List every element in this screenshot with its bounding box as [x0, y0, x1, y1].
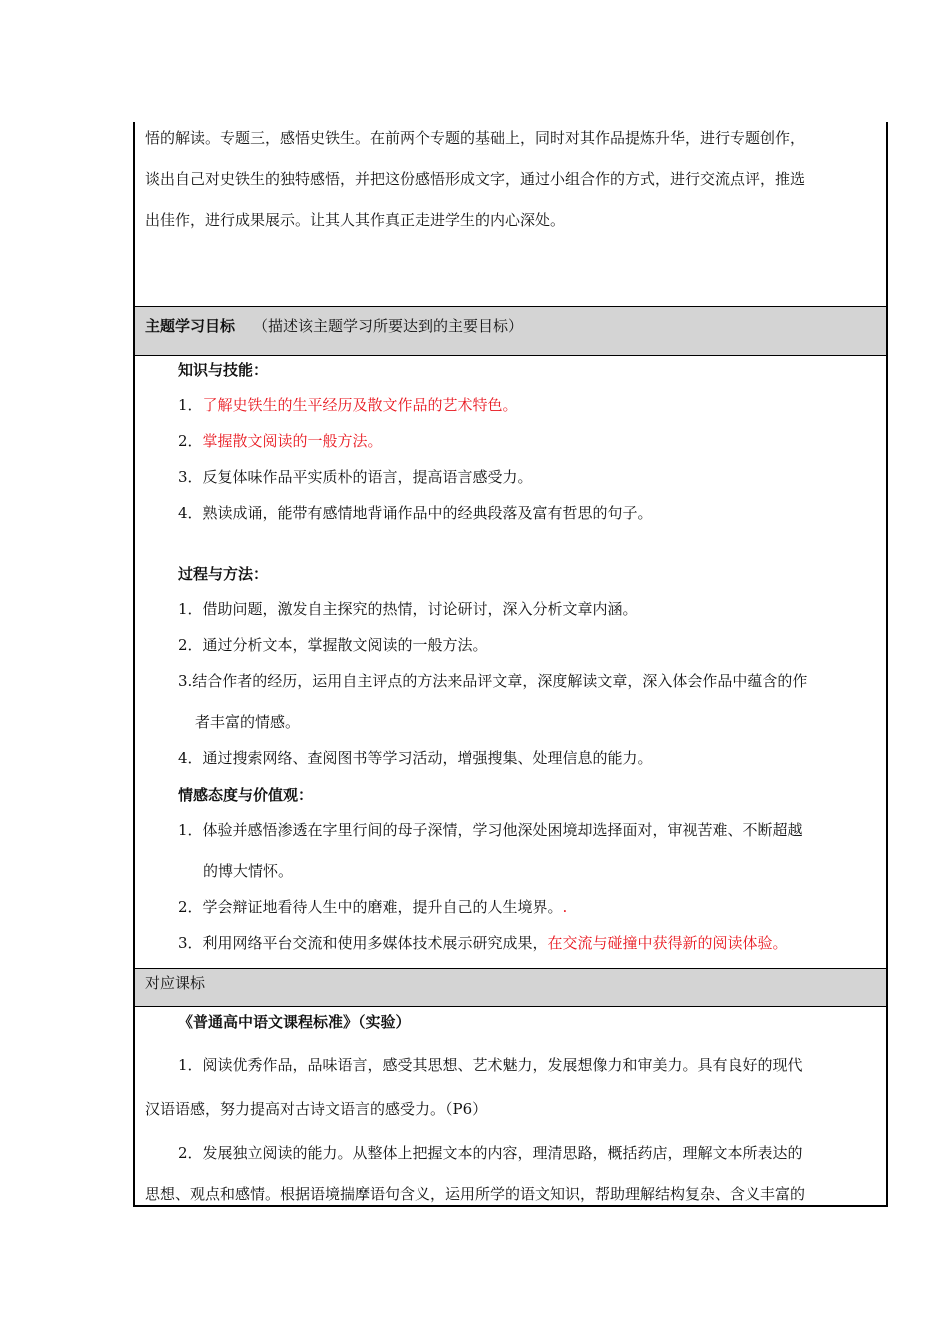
attitude-item-1-cont: 的博大情怀。 — [203, 862, 294, 880]
attitude-item-3-text: 3．利用网络平台交流和使用多媒体技术展示研究成果， — [178, 934, 548, 952]
knowledge-item-2-num: 2． — [178, 432, 203, 450]
attitude-item-2-dot: . — [562, 898, 568, 916]
standards-book-title: 《普通高中语文课程标准》（实验） — [178, 1013, 411, 1031]
knowledge-item-1 — [178, 395, 518, 415]
process-item-2: 2．通过分析文本，掌握散文阅读的一般方法。 — [178, 636, 488, 654]
goals-description: （描述该主题学习所要达到的主要目标） — [253, 317, 524, 335]
intro-line-1: 悟的解读。专题三，感悟史铁生。在前两个专题的基础上，同时对其作品提炼升华，进行专题创作， — [145, 129, 806, 147]
standards-header-text: 对应课标 — [145, 974, 206, 992]
process-item-1: 1．借助问题，激发自主探究的热情，讨论研讨，深入分析文章内涵。 — [178, 600, 638, 618]
knowledge-item-4-num: 4． — [178, 504, 203, 522]
knowledge-item-1-num: 1． — [178, 396, 203, 414]
lesson-table — [133, 122, 888, 1207]
goals-header-text — [145, 316, 523, 336]
attitude-item-3 — [178, 933, 788, 953]
knowledge-item-2 — [178, 431, 383, 451]
attitude-item-1: 1．体验并感悟渗透在字里行间的母子深情，学习他深处困境却选择面对，审视苦难、不断超越 — [178, 821, 803, 839]
attitude-item-2 — [178, 897, 567, 917]
intro-line-2: 谈出自己对史铁生的独特感悟，并把这份感悟形成文字，通过小组合作的方式，进行交流点评，推选 — [145, 170, 806, 188]
standards-p1-line-2: 汉语语感，努力提高对古诗文语言的感受力。（P6） — [145, 1100, 488, 1118]
knowledge-item-1-text: 了解史铁生的生平经历及散文作品的艺术特色。 — [202, 396, 518, 414]
goals-header-row — [135, 306, 886, 356]
knowledge-item-4-text: 熟读成诵，能带有感情地背诵作品中的经典段落及富有哲思的句子。 — [202, 504, 653, 522]
process-heading: 过程与方法： — [178, 565, 269, 583]
process-item-3-cont: 者丰富的情感。 — [195, 713, 301, 731]
knowledge-item-3-text: 反复体味作品平实质朴的语言，提高语言感受力。 — [202, 468, 533, 486]
standards-header-row — [135, 968, 886, 1007]
knowledge-item-3 — [178, 467, 533, 487]
attitude-item-2-text: 2．学会辩证地看待人生中的磨难，提升自己的人生境界。 — [178, 898, 563, 916]
process-item-4: 4．通过搜索网络、查阅图书等学习活动，增强搜集、处理信息的能力。 — [178, 749, 653, 767]
standards-p1-line-1: 1．阅读优秀作品，品味语言，感受其思想、艺术魅力，发展想像力和审美力。具有良好的现代 — [178, 1056, 803, 1074]
attitude-item-3-highlight: 在交流与碰撞中获得新的阅读体验。 — [547, 934, 788, 952]
standards-p2-line-1: 2．发展独立阅读的能力。从整体上把握文本的内容，理清思路，概括药店，理解文本所表达的 — [178, 1144, 803, 1162]
attitude-heading: 情感态度与价值观： — [178, 786, 314, 804]
standards-p2-line-2: 思想、观点和感情。根据语境揣摩语句含义，运用所学的语文知识，帮助理解结构复杂、含义丰富的 — [145, 1185, 806, 1203]
knowledge-item-2-text: 掌握散文阅读的一般方法。 — [202, 432, 383, 450]
process-item-3: 3.结合作者的经历，运用自主评点的方法来品评文章，深度解读文章，深入体会作品中蕴含的作 — [178, 672, 808, 690]
knowledge-heading: 知识与技能： — [178, 361, 269, 379]
intro-line-3: 出佳作，进行成果展示。让其人其作真正走进学生的内心深处。 — [145, 211, 566, 229]
knowledge-item-3-num: 3． — [178, 468, 203, 486]
knowledge-item-4 — [178, 503, 653, 523]
goals-title: 主题学习目标 — [145, 317, 236, 335]
